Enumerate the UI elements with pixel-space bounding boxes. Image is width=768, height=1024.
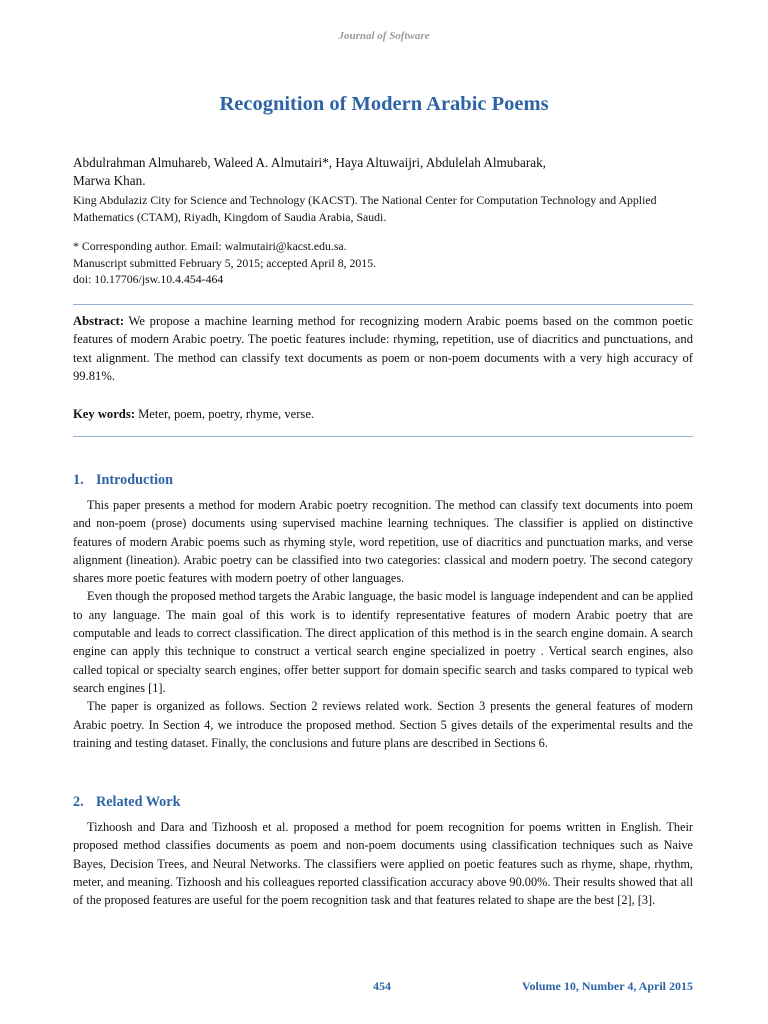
paragraph: Tizhoosh and Dara and Tizhoosh et al. proposed a method for poem recognition for poems written in English. Their proposed method classifies documents as poem and non-poem documents using classification techniques such as Naive Bayes, Decision Trees, and Neural Networks. The classifiers were applied on poetic features such as rhyme, shape, rhythm, meter, and meaning. Tizhoosh and his colleagues reported classification accuracy above 90.00%. Their results showed that all of the proposed features are useful for the poem recognition task and that features related to shape are the best [2], [3]. bbox=[73, 820, 693, 908]
abstract-text: We propose a machine learning method for recognizing modern Arabic poems based on the common poetic features of modern Arabic poetry. The poetic features include: rhyming, repetition, use of diacritics and punctuations, and text alignment. The method can classify text documents as poem or non-poem documents with a very high accuracy of 99.81%. bbox=[73, 314, 693, 383]
doi: doi: 10.17706/jsw.10.4.454-464 bbox=[73, 272, 224, 286]
section-number: 1. bbox=[73, 472, 84, 488]
journal-name: Journal of Software bbox=[338, 30, 430, 42]
author-list bbox=[73, 154, 698, 190]
corresponding-author: * Corresponding author. Email: walmutairi@kacst.edu.sa. bbox=[73, 239, 347, 253]
paper-title: Recognition of Modern Arabic Poems bbox=[219, 93, 549, 115]
keywords-label: Key words: bbox=[73, 407, 135, 421]
section-body-introduction bbox=[73, 496, 693, 752]
manuscript-dates: Manuscript submitted February 5, 2015; accepted April 8, 2015. bbox=[73, 255, 377, 270]
abstract bbox=[73, 312, 693, 385]
paragraph: Even though the proposed method targets the Arabic language, the basic model is language independent and can be applied to any language. The main goal of this work is to identify representative features of modern Arabic poetry that are computable and leads to correct classification. The direct application of this method is in the search engine domain. A search engine can apply this technique to construct a vertical search engine specialized in poetry . Vertical search engines, also called topical or specialty search engines, offer better support for domain specific search and tasks compared to typical web search engines [1]. bbox=[73, 589, 693, 695]
keywords bbox=[73, 405, 693, 423]
keywords-text: Meter, poem, poetry, rhyme, verse. bbox=[138, 407, 315, 421]
authors-line-1: Abdulrahman Almuhareb, Waleed A. Almutairi*, Haya Altuwaijri, Abdulelah Almubarak, bbox=[73, 155, 546, 170]
bottom-divider bbox=[73, 436, 693, 437]
section-body-related-work bbox=[73, 818, 693, 909]
section-title: Introduction bbox=[96, 472, 173, 488]
affiliation: King Abdulaziz City for Science and Technology (KACST). The National Center for Computation Technology and Applied Mathematics (CTAM), Riyadh, Kingdom of Saudia Arabia, Saudi. bbox=[73, 193, 657, 224]
section-heading-introduction bbox=[73, 472, 173, 489]
page-number: 454 bbox=[373, 979, 391, 993]
authors-line-2: Marwa Khan. bbox=[73, 173, 146, 188]
section-title: Related Work bbox=[96, 794, 181, 810]
section-heading-related-work bbox=[73, 794, 180, 811]
top-divider bbox=[73, 304, 693, 305]
volume-info: Volume 10, Number 4, April 2015 bbox=[521, 979, 693, 993]
paragraph: This paper presents a method for modern Arabic poetry recognition. The method can classify text documents into poem and non-poem (prose) documents using supervised machine learning techniques. The classifier is applied on distinctive features of modern Arabic poems such as rhyming style, word repetition, use of diacritics and punctuation marks, and verse alignment (lineation). Arabic poetry can be classified into two categories: classical and modern poetry. The second category shares more poetic features with modern poetry of other languages. bbox=[73, 498, 693, 586]
section-number: 2. bbox=[73, 794, 84, 810]
abstract-label: Abstract: bbox=[73, 314, 125, 328]
manuscript-meta bbox=[73, 238, 698, 288]
paragraph: The paper is organized as follows. Section 2 reviews related work. Section 3 presents the general features of modern Arabic poetry. In Section 4, we introduce the proposed method. Section 5 gives details of the experimental results and the training and testing dataset. Finally, the conclusions and future plans are described in Sections 6. bbox=[73, 699, 693, 750]
